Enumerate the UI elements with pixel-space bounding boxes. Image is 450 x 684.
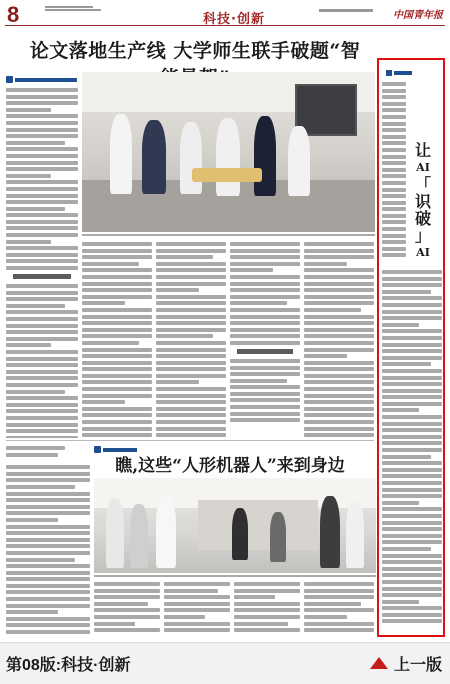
sidebar-article-headline: 让 AI 「 识 破 」 AI: [414, 141, 431, 259]
masthead-date: [319, 9, 373, 12]
masthead-info: [45, 6, 101, 11]
article2-column-5: [304, 582, 374, 638]
article1-column-1: [6, 88, 78, 438]
tag-icon: [6, 76, 13, 83]
article1-photo: [82, 72, 375, 232]
article1-column-5: [304, 242, 374, 438]
sidebar-text-body: [382, 270, 442, 632]
section-title: 科技·创新: [203, 12, 265, 27]
article2-headline: 瞧,这些“人形机器人”来到身边: [115, 456, 345, 476]
page-label: 第08版:科技·创新: [6, 657, 131, 674]
article1-headline: 论文落地生产线 大学师生联手破题“智: [29, 40, 361, 62]
bottom-bar: [0, 642, 450, 684]
article2-photo-caption: [94, 575, 376, 577]
article-divider: [6, 440, 374, 441]
article2-column-4: [234, 582, 300, 638]
article2-column-2: [94, 582, 160, 638]
sidebar-tag: [386, 70, 412, 77]
page-number: 8: [7, 2, 20, 27]
article1-tag: [6, 76, 77, 83]
article1-column-4: [230, 242, 300, 438]
masthead: [5, 4, 445, 26]
arrow-up-icon: [370, 657, 388, 669]
tag-icon: [386, 70, 392, 76]
article1-photo-caption: [82, 234, 375, 236]
article1-column-3: [156, 242, 226, 438]
article2-column-3: [164, 582, 230, 638]
previous-page-label: 上一版: [393, 656, 442, 674]
article2-photo: [94, 478, 376, 573]
previous-page-button[interactable]: [370, 650, 442, 676]
sidebar-text-top: [382, 82, 406, 262]
article1-column-2: [82, 242, 152, 438]
paper-logo: 中国青年报: [393, 10, 443, 21]
article2-column-1: [6, 446, 90, 638]
